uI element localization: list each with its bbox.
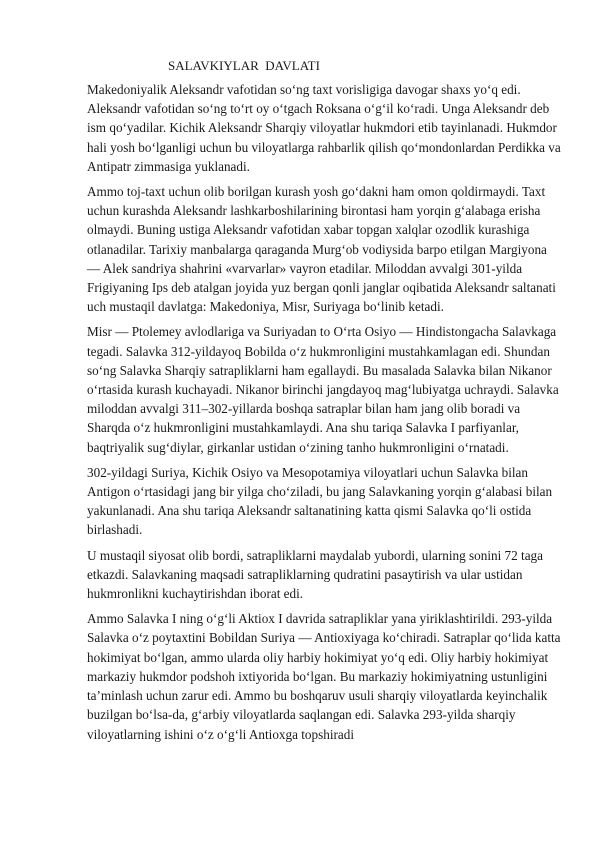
paragraph: 302-yildagi Suriya, Kichik Osiyo va Mesopotamiya viloyatlari uchun Salavka bilan Antigon o‘rtasidagi jang bir yilga cho‘ziladi, bu jang Salavkaning yorqin g‘alabasi bilan yakunlanadi. Ana shu tariqa Aleksandr saltanatining katta qismi Salavka qo‘li ostida birlashadi. (87, 464, 553, 538)
paragraph: U mustaqil siyosat olib bordi, satrapliklarni maydalab yubordi, ularning sonini 72 taga etkazdi. Salavkaning maqsadi satrapliklarning qudratini pasaytirish va ular ustidan hukmronlikni kuchaytirishdan iborat edi. (87, 547, 543, 602)
document-title: SALAVKIYLAR DAVLATI (168, 58, 320, 73)
paragraph: Ammo Salavka I ning o‘g‘li Aktiox I davrida satrapliklar yana yiriklashtirildi. 293-yilda Salavka o‘z poytaxtini Bobildan Suriya — Antioxiyaga ko‘chiradi. Satraplar qo‘lida katta hokimiyat bo‘lgan, ammo ularda oliy harbiy hokimiyat yo‘q edi. Oliy harbiy hokimiyat markaziy hukmdor podshoh ixtiyorida bo‘lgan. Bu markaziy hokimiyatning ustunligini ta’minlash uchun zarur edi. Ammo bu boshqaruv usuli sharqiy viloyatlarda keyinchalik buzilgan bo‘lsa-da, g‘arbiy viloyatlarda saqlangan edi. Salavka 293-yilda sharqiy viloyatlarning ishini o‘z o‘g‘li Antioxga topshiradi (87, 611, 561, 742)
document-body (87, 80, 563, 750)
paragraph: Makedoniyalik Aleksandr vafotidan so‘ng taxt vorisligiga davogar shaxs yo‘q edi. Aleksandr vafotidan so‘ng to‘rt oy o‘tgach Roksana o‘g‘il ko‘radi. Unga Aleksandr deb ism qo‘yadilar. Kichik Aleksandr Sharqiy viloyatlar hukmdori etib tayinlanadi. Hukmdor hali yosh bo‘lganligi uchun bu viloyatlarga rahbarlik qilish qo‘mondonlardan Perdikka va Antipatr zimmasiga yuklanadi. (87, 82, 561, 174)
paragraph: Misr — Ptolemey avlodlariga va Suriyadan to O‘rta Osiyo — Hindistongacha Salavkaga tegadi. Salavka 312-yildayoq Bobilda o‘z hukmronligini mustahkamlagan edi. Shundan so‘ng Salavka Sharqiy satrapliklarni ham egallaydi. Bu masalada Salavka bilan Nikanor o‘rtasida kurash kuchayadi. Nikanor birinchi jangdayoq mag‘lubiyatga uchraydi. Salavka miloddan avvalgi 311–302-yillarda boshqa satraplar bilan ham jang olib boradi va Sharqda o‘z hukmronligini mustahkamlaydi. Ana shu tariqa Salavka I parfiyanlar, baqtriyalik sug‘diylar, girkanlar ustidan o‘zining tanho hukmronligini o‘rnatadi. (87, 324, 559, 455)
paragraph: Ammo toj-taxt uchun olib borilgan kurash yosh go‘dakni ham omon qoldirmaydi. Taxt uchun kurashda Aleksandr lashkarboshilarining birontasi ham yorqin g‘alabaga erisha olmaydi. Buning ustiga Aleksandr vafotidan xabar topgan xalqlar ozodlik kurashiga otlanadilar. Tarixiy manbalarga qaraganda Murg‘ob vodiysida barpo etilgan Margiyona — Alek sandriya shahrini «varvarlar» vayron etadilar. Miloddan avvalgi 301-yilda Frigiyaning Ips deb atalgan joyida yuz bergan qonli janglar oqibatida Aleksandr saltanati uch mustaqil davlatga: Makedoniya, Misr, Suriyaga bo‘linib ketadi. (87, 184, 556, 315)
